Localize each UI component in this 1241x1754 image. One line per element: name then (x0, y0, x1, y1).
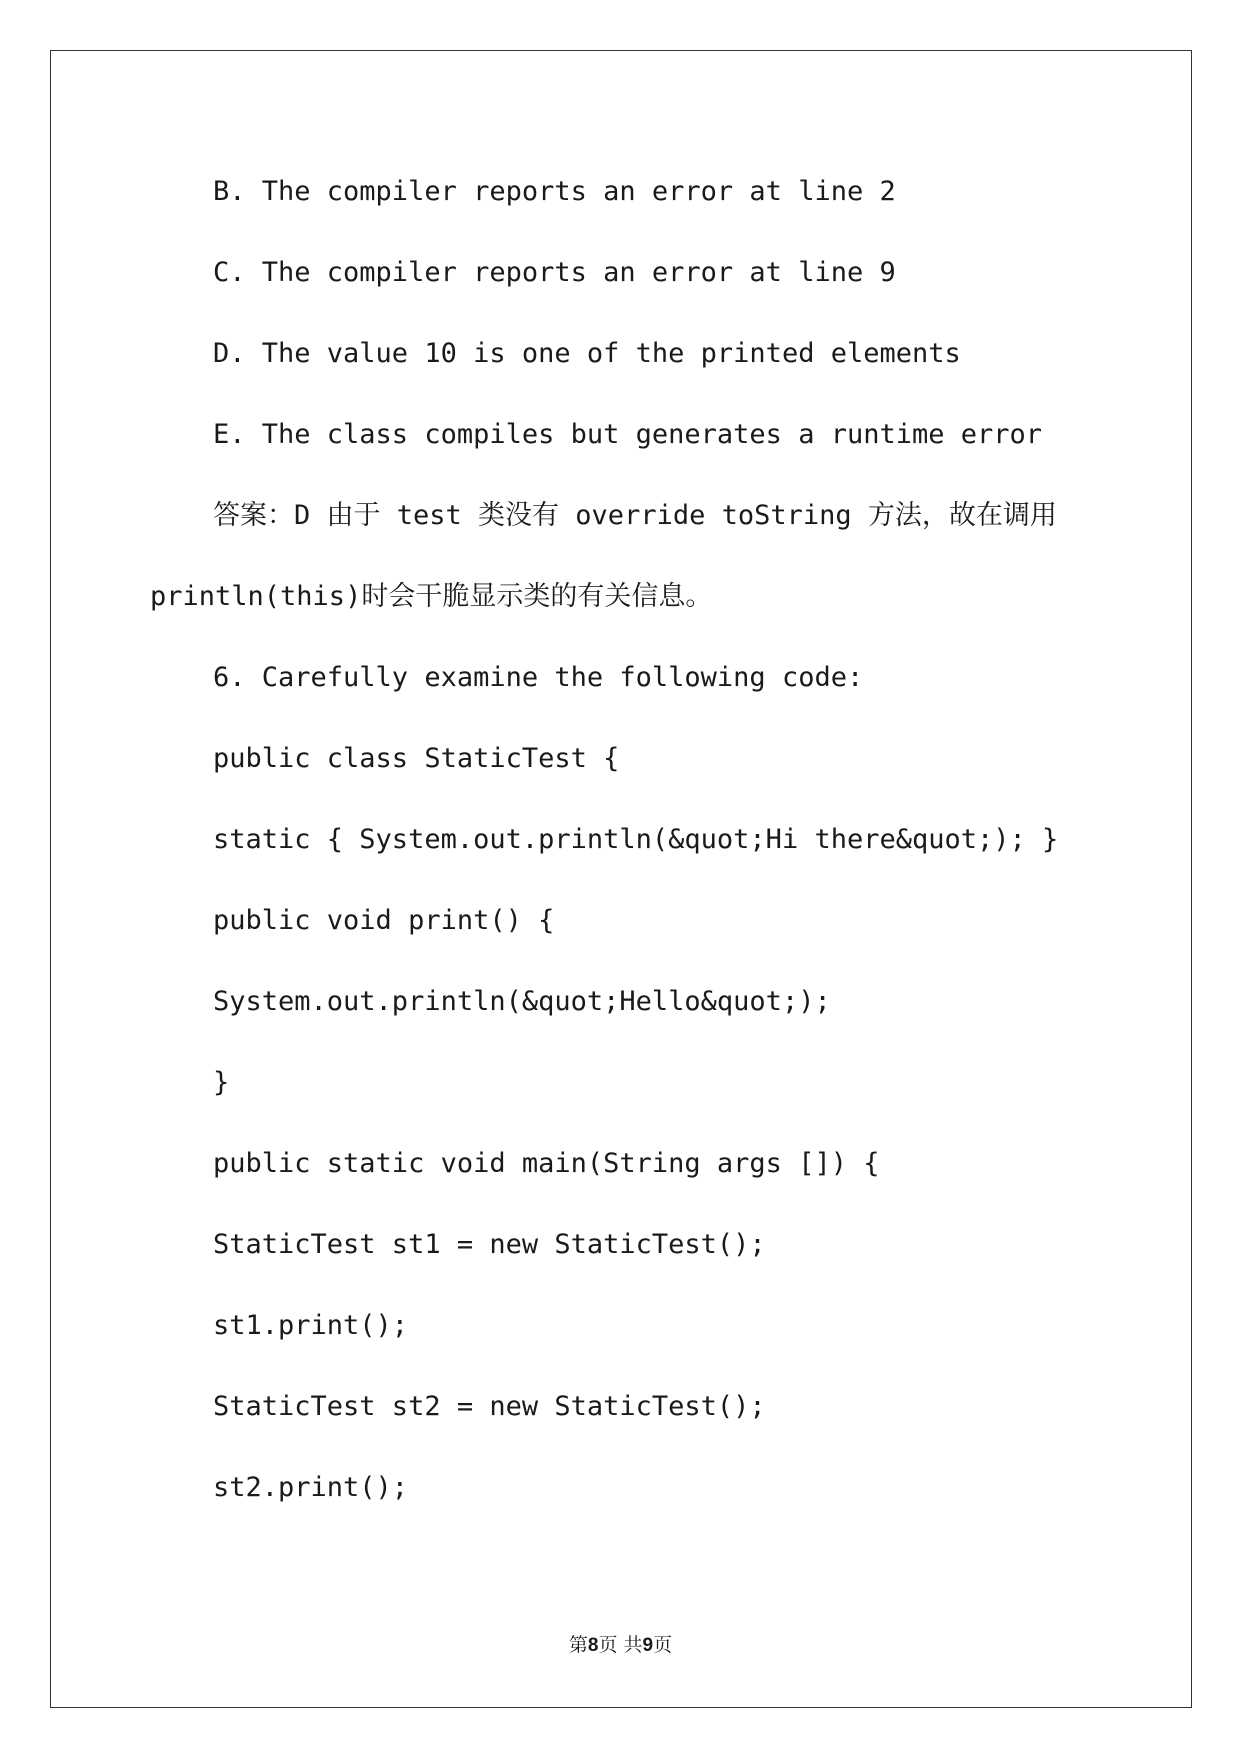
footer-prefix: 第 (568, 1634, 588, 1656)
code-line: static { System.out.println(&quot;Hi there&quot;); } (213, 824, 1059, 855)
option-e: E. The class compiles but generates a runtime error (213, 419, 1043, 450)
code-line: } (213, 1067, 230, 1098)
footer-suffix: 页 (653, 1634, 673, 1656)
answer-line-1: 答案：D 由于 test 类没有 override toString 方法，故在调用 (213, 500, 1057, 531)
code-line: public static void main(String args []) { (213, 1148, 880, 1179)
code-line: public class StaticTest { (213, 743, 620, 774)
option-d: D. The value 10 is one of the printed elements (213, 338, 961, 369)
code-line: st1.print(); (213, 1310, 409, 1341)
total-page-number: 9 (642, 1635, 654, 1656)
code-line: StaticTest st1 = new StaticTest(); (213, 1229, 766, 1260)
page-border (50, 50, 1192, 1708)
code-line: st2.print(); (213, 1472, 409, 1503)
footer-mid: 页 共 (598, 1634, 643, 1656)
current-page-number: 8 (587, 1635, 599, 1656)
code-line: public void print() { (213, 905, 555, 936)
answer-line-2: println(this)时会干脆显示类的有关信息。 (150, 581, 713, 612)
code-line: StaticTest st2 = new StaticTest(); (213, 1391, 766, 1422)
option-c: C. The compiler reports an error at line 9 (213, 257, 896, 288)
option-b: B. The compiler reports an error at line 2 (213, 176, 896, 207)
question-6-heading: 6. Carefully examine the following code: (213, 662, 864, 693)
page-footer (0, 1630, 1241, 1657)
code-line: System.out.println(&quot;Hello&quot;); (213, 986, 831, 1017)
